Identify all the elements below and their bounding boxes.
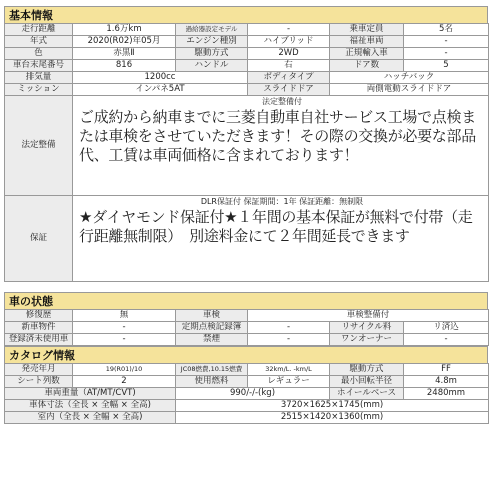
slide-door-label: スライドドア xyxy=(248,84,330,96)
table-row xyxy=(5,60,489,72)
inspection-caption: 法定整備付 xyxy=(262,97,302,106)
spec-sheet xyxy=(4,6,488,424)
inspection-label: 法定整備 xyxy=(5,96,73,196)
maintenance-record-value: - xyxy=(248,322,330,334)
table-row xyxy=(5,400,489,412)
catalog-drive-label: 駆動方式 xyxy=(330,364,404,376)
color-value: 赤黒Ⅱ xyxy=(73,48,176,60)
capacity-value: 5名 xyxy=(404,24,489,36)
wheelbase-label: ホイールベース xyxy=(330,388,404,400)
welfare-label: 福祉車両 xyxy=(330,36,404,48)
one-owner-value: - xyxy=(404,334,489,346)
warranty-label: 保証 xyxy=(5,196,73,282)
table-row xyxy=(5,376,489,388)
year-label: 年式 xyxy=(5,36,73,48)
wheelbase-value: 2480mm xyxy=(404,388,489,400)
basic-info-title: 基本情報 xyxy=(4,6,488,23)
import-value: - xyxy=(404,48,489,60)
unused-registered-label: 登録済未使用車 xyxy=(5,334,73,346)
import-label: 正規輸入車 xyxy=(330,48,404,60)
repair-history-label: 修復歴 xyxy=(5,310,73,322)
condition-title: 車の状態 xyxy=(4,292,488,309)
table-row xyxy=(5,72,489,84)
doors-value: 5 xyxy=(404,60,489,72)
handle-value: 右 xyxy=(248,60,330,72)
mileage-value: 1.6万km xyxy=(73,24,176,36)
shaken-label: 車検 xyxy=(176,310,248,322)
new-car-label: 新車物件 xyxy=(5,322,73,334)
table-row xyxy=(5,36,489,48)
drive-value: 2WD xyxy=(248,48,330,60)
mileage-label: 走行距離 xyxy=(5,24,73,36)
interior-size-label: 室内（全長 × 全幅 × 全高) xyxy=(5,412,176,424)
table-row xyxy=(5,84,489,96)
recycle-fee-label: リサイクル料 xyxy=(330,322,404,334)
inspection-row xyxy=(5,96,489,196)
release-date-value: 19(R01)/10 xyxy=(73,364,176,376)
year-value: 2020(R02)年05月 xyxy=(73,36,176,48)
table-row xyxy=(5,388,489,400)
table-row xyxy=(5,334,489,346)
supercharger-label: 過給器設定モデル xyxy=(176,24,248,36)
fuel-economy-value: 32km/L. -km/L xyxy=(248,364,330,376)
table-row xyxy=(5,48,489,60)
warranty-text: ★ダイヤモンド保証付★１年間の基本保証が無料で付帯（走行距離無制限） 別途料金にて２年間延長できます xyxy=(79,208,473,245)
table-row xyxy=(5,310,489,322)
fuel-type-label: 使用燃料 xyxy=(176,376,248,388)
body-type-value: ハッチバック xyxy=(330,72,489,84)
transmission-value: インパネ5AT xyxy=(73,84,248,96)
maintenance-record-label: 定期点検記録簿 xyxy=(176,322,248,334)
new-car-value: - xyxy=(73,322,176,334)
fuel-type-value: レギュラー xyxy=(248,376,330,388)
handle-label: ハンドル xyxy=(176,60,248,72)
non-smoking-label: 禁煙 xyxy=(176,334,248,346)
fuel-economy-label: JC08燃費,10.15燃費 xyxy=(176,364,248,376)
seat-rows-label: シート列数 xyxy=(5,376,73,388)
body-size-label: 車体寸法（全長 × 全幅 × 全高) xyxy=(5,400,176,412)
engine-type-label: エンジン種別 xyxy=(176,36,248,48)
catalog-table xyxy=(4,363,489,424)
welfare-value: - xyxy=(404,36,489,48)
inspection-text: ご成約から納車までに三菱自動車自社サービス工場で点検または車検をさせていただきます！その際の交換が必要な部品代、工賃は車両価格に含まれております！ xyxy=(79,108,476,164)
non-smoking-value: - xyxy=(248,334,330,346)
one-owner-label: ワンオーナー xyxy=(330,334,404,346)
body-type-label: ボディタイプ xyxy=(248,72,330,84)
table-row xyxy=(5,24,489,36)
chassis-label: 車台末尾番号 xyxy=(5,60,73,72)
chassis-value: 816 xyxy=(73,60,176,72)
weight-value: 990/-/-(kg) xyxy=(176,388,330,400)
table-row xyxy=(5,322,489,334)
engine-type-value: ハイブリッド xyxy=(248,36,330,48)
basic-info-table xyxy=(4,23,489,282)
turning-radius-value: 4.8m xyxy=(404,376,489,388)
repair-history-value: 無 xyxy=(73,310,176,322)
slide-door-value: 両側電動スライドドア xyxy=(330,84,489,96)
displacement-label: 排気量 xyxy=(5,72,73,84)
shaken-value: 車検整備付 xyxy=(248,310,489,322)
catalog-drive-value: FF xyxy=(404,364,489,376)
supercharger-value: - xyxy=(248,24,330,36)
warranty-box xyxy=(73,196,489,282)
unused-registered-value: - xyxy=(73,334,176,346)
interior-size-value: 2515×1420×1360(mm) xyxy=(176,412,489,424)
table-row xyxy=(5,412,489,424)
body-size-value: 3720×1625×1745(mm) xyxy=(176,400,489,412)
table-row xyxy=(5,364,489,376)
color-label: 色 xyxy=(5,48,73,60)
drive-label: 駆動方式 xyxy=(176,48,248,60)
seat-rows-value: 2 xyxy=(73,376,176,388)
transmission-label: ミッション xyxy=(5,84,73,96)
warranty-row xyxy=(5,196,489,282)
turning-radius-label: 最小回転半径 xyxy=(330,376,404,388)
recycle-fee-value: リ済込 xyxy=(404,322,489,334)
catalog-title: カタログ情報 xyxy=(4,346,488,363)
displacement-value: 1200cc xyxy=(73,72,248,84)
release-date-label: 発売年月 xyxy=(5,364,73,376)
condition-table xyxy=(4,309,489,346)
inspection-box xyxy=(73,96,489,196)
capacity-label: 乗車定員 xyxy=(330,24,404,36)
doors-label: ドア数 xyxy=(330,60,404,72)
warranty-caption: DLR保証付 保証期間：1年 保証距離：無制限 xyxy=(200,197,364,206)
weight-label: 車両重量（AT/MT/CVT) xyxy=(5,388,176,400)
